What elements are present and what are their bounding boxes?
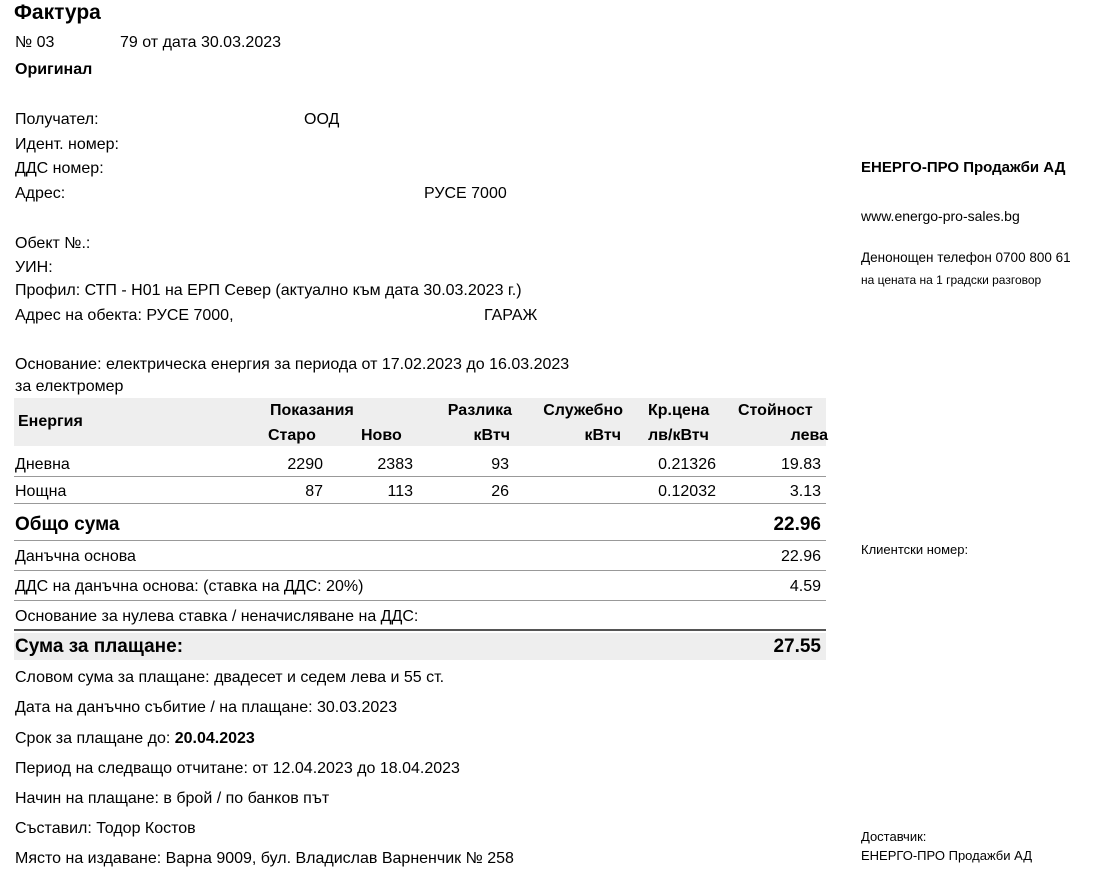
table-row-old: 87 xyxy=(305,483,323,500)
vat-label: ДДС на данъчна основа: (ставка на ДДС: 20%) xyxy=(15,578,364,595)
table-row-value: 3.13 xyxy=(789,483,821,500)
col-value-unit: лева xyxy=(790,427,828,444)
vat-value: 4.59 xyxy=(789,578,821,595)
recipient-name-suffix: ООД xyxy=(304,111,340,128)
due-date-line xyxy=(15,729,255,749)
next-reading-period: Период на следващо отчитане: от 12.04.2023 до 18.04.2023 xyxy=(15,760,460,777)
table-row-value: 19.83 xyxy=(780,456,821,473)
col-service-unit: кВтч xyxy=(584,427,621,444)
col-old-header: Старо xyxy=(268,427,316,444)
col-new-header: Ново xyxy=(361,427,402,444)
provider-name: ЕНЕРГО-ПРО Продажби АД xyxy=(861,848,1033,863)
invoice-number-prefix: № 03 xyxy=(15,34,55,51)
meter-label: за електромер xyxy=(15,378,124,395)
table-row-energy: Нощна xyxy=(15,483,67,500)
vat-number-label: ДДС номер: xyxy=(15,160,104,177)
row-divider xyxy=(14,540,826,541)
row-divider xyxy=(14,629,826,631)
composed-by: Съставил: Тодор Костов xyxy=(15,820,196,837)
payment-method: Начин на плащане: в брой / по банков път xyxy=(15,790,330,807)
uin-label: УИН: xyxy=(15,259,53,276)
col-diff-header: Разлика xyxy=(447,402,512,419)
invoice-number-rest: 79 от дата 30.03.2023 xyxy=(120,34,282,51)
total-value: 22.96 xyxy=(773,514,821,535)
object-address-prefix: Адрес на обекта: РУСЕ 7000, xyxy=(15,307,234,324)
col-value-header: Стойност xyxy=(738,402,813,419)
row-divider xyxy=(14,476,826,477)
object-address-suffix: ГАРАЖ xyxy=(484,307,538,324)
amount-in-words: Словом сума за плащане: двадесет и седем лева и 55 ст. xyxy=(15,669,445,686)
due-date-label: Срок за плащане до: xyxy=(15,730,171,747)
row-divider xyxy=(14,600,826,601)
table-row-new: 113 xyxy=(387,483,413,500)
client-number-label: Клиентски номер: xyxy=(861,542,969,557)
col-energy-header: Енергия xyxy=(18,413,83,430)
tax-base-value: 22.96 xyxy=(780,548,821,565)
col-readings-header: Показания xyxy=(270,402,354,419)
col-price-header: Кр.цена xyxy=(648,402,710,419)
table-row-new: 2383 xyxy=(377,456,413,473)
provider-label: Доставчик: xyxy=(861,829,927,844)
table-row-old: 2290 xyxy=(287,456,323,473)
object-number-label: Обект №.: xyxy=(15,235,91,252)
supplier-company: ЕНЕРГО-ПРО Продажби АД xyxy=(861,159,1066,176)
row-divider xyxy=(14,503,826,504)
tax-base-label: Данъчна основа xyxy=(15,548,136,565)
table-row-price: 0.12032 xyxy=(658,483,716,500)
ident-number-label: Идент. номер: xyxy=(15,136,119,153)
payment-label: Сума за плащане: xyxy=(15,636,184,657)
address-label: Адрес: xyxy=(15,185,66,202)
table-row-diff: 26 xyxy=(491,483,509,500)
due-date-value: 20.04.2023 xyxy=(174,730,255,747)
place-of-issue: Място на издаване: Варна 9009, бул. Владислав Варненчик № 258 xyxy=(15,850,514,867)
basis-line: Основание: електрическа енергия за периода от 17.02.2023 до 16.03.2023 xyxy=(15,356,570,373)
payment-value: 27.55 xyxy=(773,636,821,657)
col-diff-unit: кВтч xyxy=(473,427,510,444)
document-title: Фактура xyxy=(14,1,101,24)
supplier-phone: Денонощен телефон 0700 800 61 xyxy=(861,250,1071,265)
supplier-website[interactable]: www.energo-pro-sales.bg xyxy=(861,208,1020,224)
profile-line: Профил: СТП - Н01 на ЕРП Север (актуално към дата 30.03.2023 г.) xyxy=(15,282,522,299)
recipient-label: Получател: xyxy=(15,111,99,128)
zero-rate-label: Основание за нулева ставка / неначисляване на ДДС: xyxy=(15,608,419,625)
address-city: РУСЕ 7000 xyxy=(424,185,507,202)
copy-type: Оригинал xyxy=(15,61,93,78)
total-label: Общо сума xyxy=(15,514,120,535)
table-row-price: 0.21326 xyxy=(658,456,716,473)
table-row-diff: 93 xyxy=(491,456,509,473)
col-price-unit: лв/кВтч xyxy=(648,427,709,444)
table-row-energy: Дневна xyxy=(15,456,70,473)
supplier-phone-note: на цената на 1 градски разговор xyxy=(861,273,1042,287)
row-divider xyxy=(14,570,826,571)
tax-event-date: Дата на данъчно събитие / на плащане: 30.03.2023 xyxy=(15,699,398,716)
col-service-header: Служебно xyxy=(543,402,623,419)
